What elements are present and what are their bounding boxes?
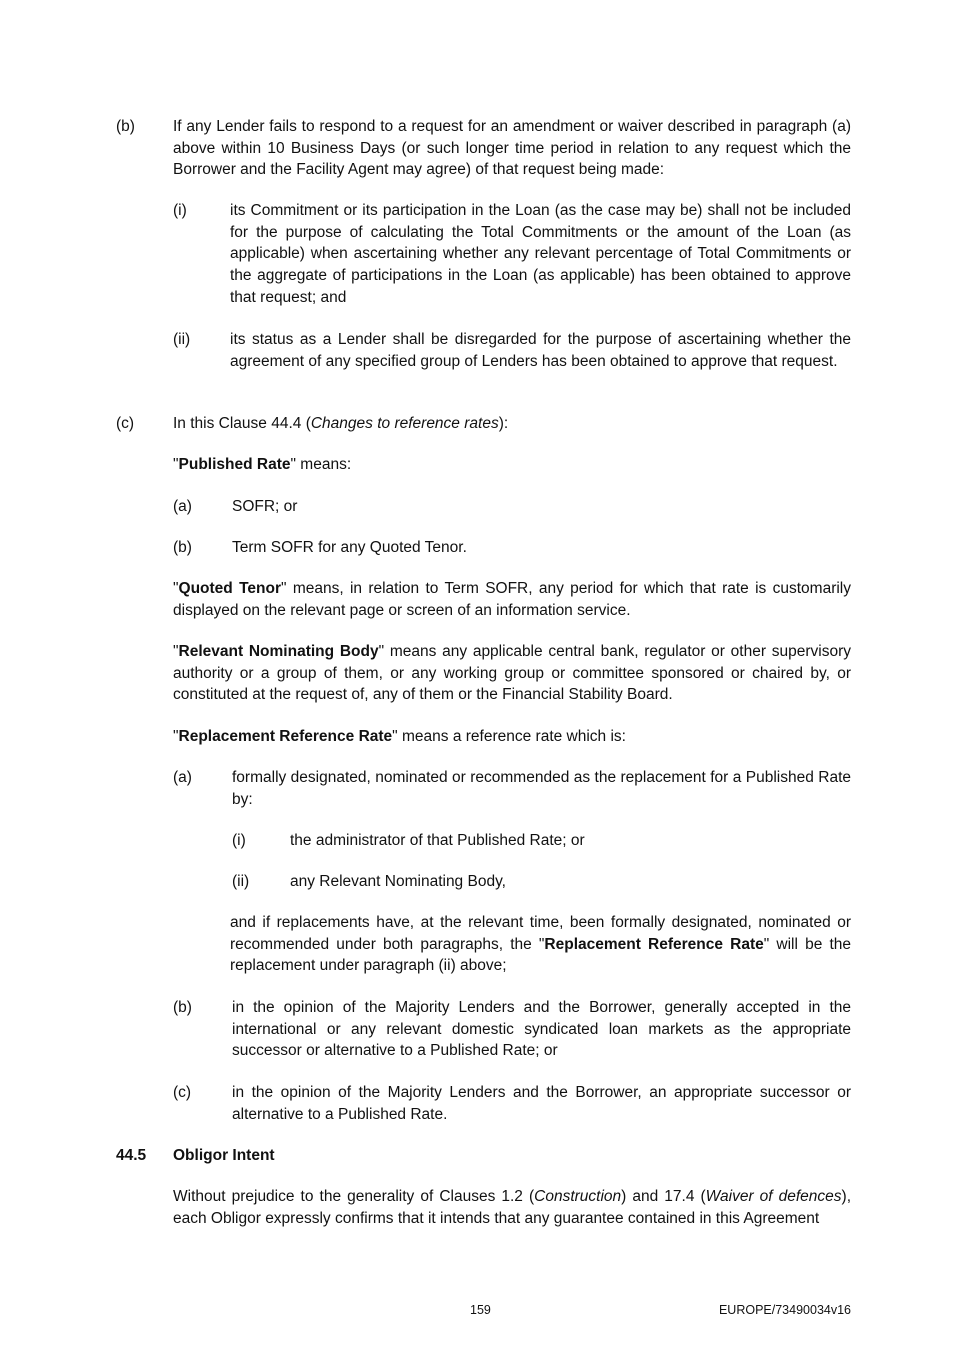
para-b-ii-label: (ii) bbox=[173, 331, 191, 348]
section-number: 44.5 bbox=[116, 1147, 147, 1164]
def-published-rate-rest: means: bbox=[296, 456, 352, 473]
section-title: Obligor Intent bbox=[173, 1147, 275, 1164]
def-quoted-tenor: "Quoted Tenor" means, in relation to Term SOFR, any period for which that rate is customarily displayed on the relevant page or screen of an information service. bbox=[173, 580, 851, 619]
document-reference: EUROPE/73490034v16 bbox=[718, 1303, 851, 1317]
def-quoted-tenor-term: Quoted Tenor bbox=[178, 580, 281, 597]
def-replacement-rate-rest: means a reference rate which is: bbox=[397, 728, 626, 745]
replacement-a-ii-label: (ii) bbox=[232, 873, 250, 890]
page-number: 159 bbox=[470, 1303, 491, 1317]
replacement-a-i-label: (i) bbox=[232, 832, 246, 849]
replacement-a-i-text: the administrator of that Published Rate; or bbox=[290, 832, 585, 849]
def-relevant-body-term: Relevant Nominating Body bbox=[178, 643, 379, 660]
published-a-label: (a) bbox=[173, 498, 192, 515]
published-a-text: SOFR; or bbox=[232, 498, 298, 515]
s445-part-1: Without prejudice to the generality of Clauses 1.2 ( bbox=[173, 1188, 535, 1205]
para-c-label: (c) bbox=[116, 415, 135, 432]
replacement-a-ii-text: any Relevant Nominating Body, bbox=[290, 873, 506, 890]
def-published-rate: "Published Rate" means: bbox=[173, 456, 352, 473]
replacement-a-text: formally designated, nominated or recommended as the replacement for a Published Rate by: bbox=[232, 769, 851, 808]
para-c-post: ): bbox=[498, 415, 509, 432]
def-replacement-rate: "Replacement Reference Rate" means a reference rate which is: bbox=[173, 728, 626, 745]
def-published-rate-term: Published Rate bbox=[178, 456, 291, 473]
published-b-text: Term SOFR for any Quoted Tenor. bbox=[232, 539, 467, 556]
def-relevant-body-rest: means any applicable central bank, regulator or other supervisory authority or a group of them, or any working group or committee sponsored or chaired by, or constituted at the request of, any of them or the Financial Stability Board. bbox=[173, 643, 851, 704]
def-quoted-tenor-rest: means, in relation to Term SOFR, any period for which that rate is customarily displayed on the relevant page or screen of an information service. bbox=[173, 580, 851, 619]
replacement-a-tail-pre: and if replacements have, at the relevant time, been formally designated, nominated or recommended under both paragraphs, the " bbox=[230, 914, 851, 953]
section-44-5-paragraph bbox=[173, 1186, 851, 1229]
para-b-i-text: its Commitment or its participation in the Loan (as the case may be) shall not be included for the purpose of calculating the Total Commitments or the amount of the Loan (as applicable) when ascertaining whether any relevant percentage of Total Commitments or the aggregate of participations in the Loan (as applicable) has been obtained to approve that request; and bbox=[230, 202, 851, 306]
replacement-a-tail-post: " will be the replacement under paragraph (ii) above; bbox=[230, 935, 852, 975]
para-c-pre: In this Clause 44.4 ( bbox=[173, 415, 311, 432]
para-b-text: If any Lender fails to respond to a request for an amendment or waiver described in paragraph (a) above within 10 Business Days (or such longer time period in relation to any request which the Borrower and the Facility Agent may agree) of that request being made: bbox=[173, 118, 851, 179]
replacement-b-text: in the opinion of the Majority Lenders and the Borrower, generally accepted in the international or any relevant domestic syndicated loan markets as the appropriate successor or alternative to a Published Rate; or bbox=[232, 999, 851, 1060]
para-b-ii-text: its status as a Lender shall be disregarded for the purpose of ascertaining whether the agreement of any specified group of Lenders has been obtained to approve that request. bbox=[230, 331, 851, 370]
replacement-c-text: in the opinion of the Majority Lenders and the Borrower, an appropriate successor or alternative to a Published Rate. bbox=[232, 1084, 851, 1123]
para-c-text bbox=[173, 413, 851, 435]
s445-part-2: ) and 17.4 ( bbox=[621, 1188, 706, 1205]
s445-italic-2: Waiver of defences bbox=[705, 1188, 842, 1205]
replacement-c-label: (c) bbox=[173, 1084, 192, 1101]
para-b-i-label: (i) bbox=[173, 202, 187, 219]
def-relevant-body: "Relevant Nominating Body" means any applicable central bank, regulator or other supervisory authority or a group of them, or any working group or committee sponsored or chaired by, or constituted at the request of, any of them or the Financial Stability Board. bbox=[173, 643, 851, 704]
published-b-label: (b) bbox=[173, 539, 192, 556]
replacement-b-label: (b) bbox=[173, 999, 192, 1016]
s445-italic-1: Construction bbox=[534, 1188, 622, 1205]
s445-part-3: ), each Obligor expressly confirms that it intends that any guarantee contained in this Agreement bbox=[173, 1188, 851, 1227]
para-c-italic: Changes to reference rates bbox=[310, 415, 499, 432]
replacement-a-label: (a) bbox=[173, 769, 192, 786]
def-replacement-rate-term: Replacement Reference Rate bbox=[178, 728, 393, 745]
replacement-a-tail bbox=[230, 912, 851, 977]
para-b-label: (b) bbox=[116, 118, 135, 135]
replacement-a-tail-bold: Replacement Reference Rate bbox=[544, 935, 764, 953]
